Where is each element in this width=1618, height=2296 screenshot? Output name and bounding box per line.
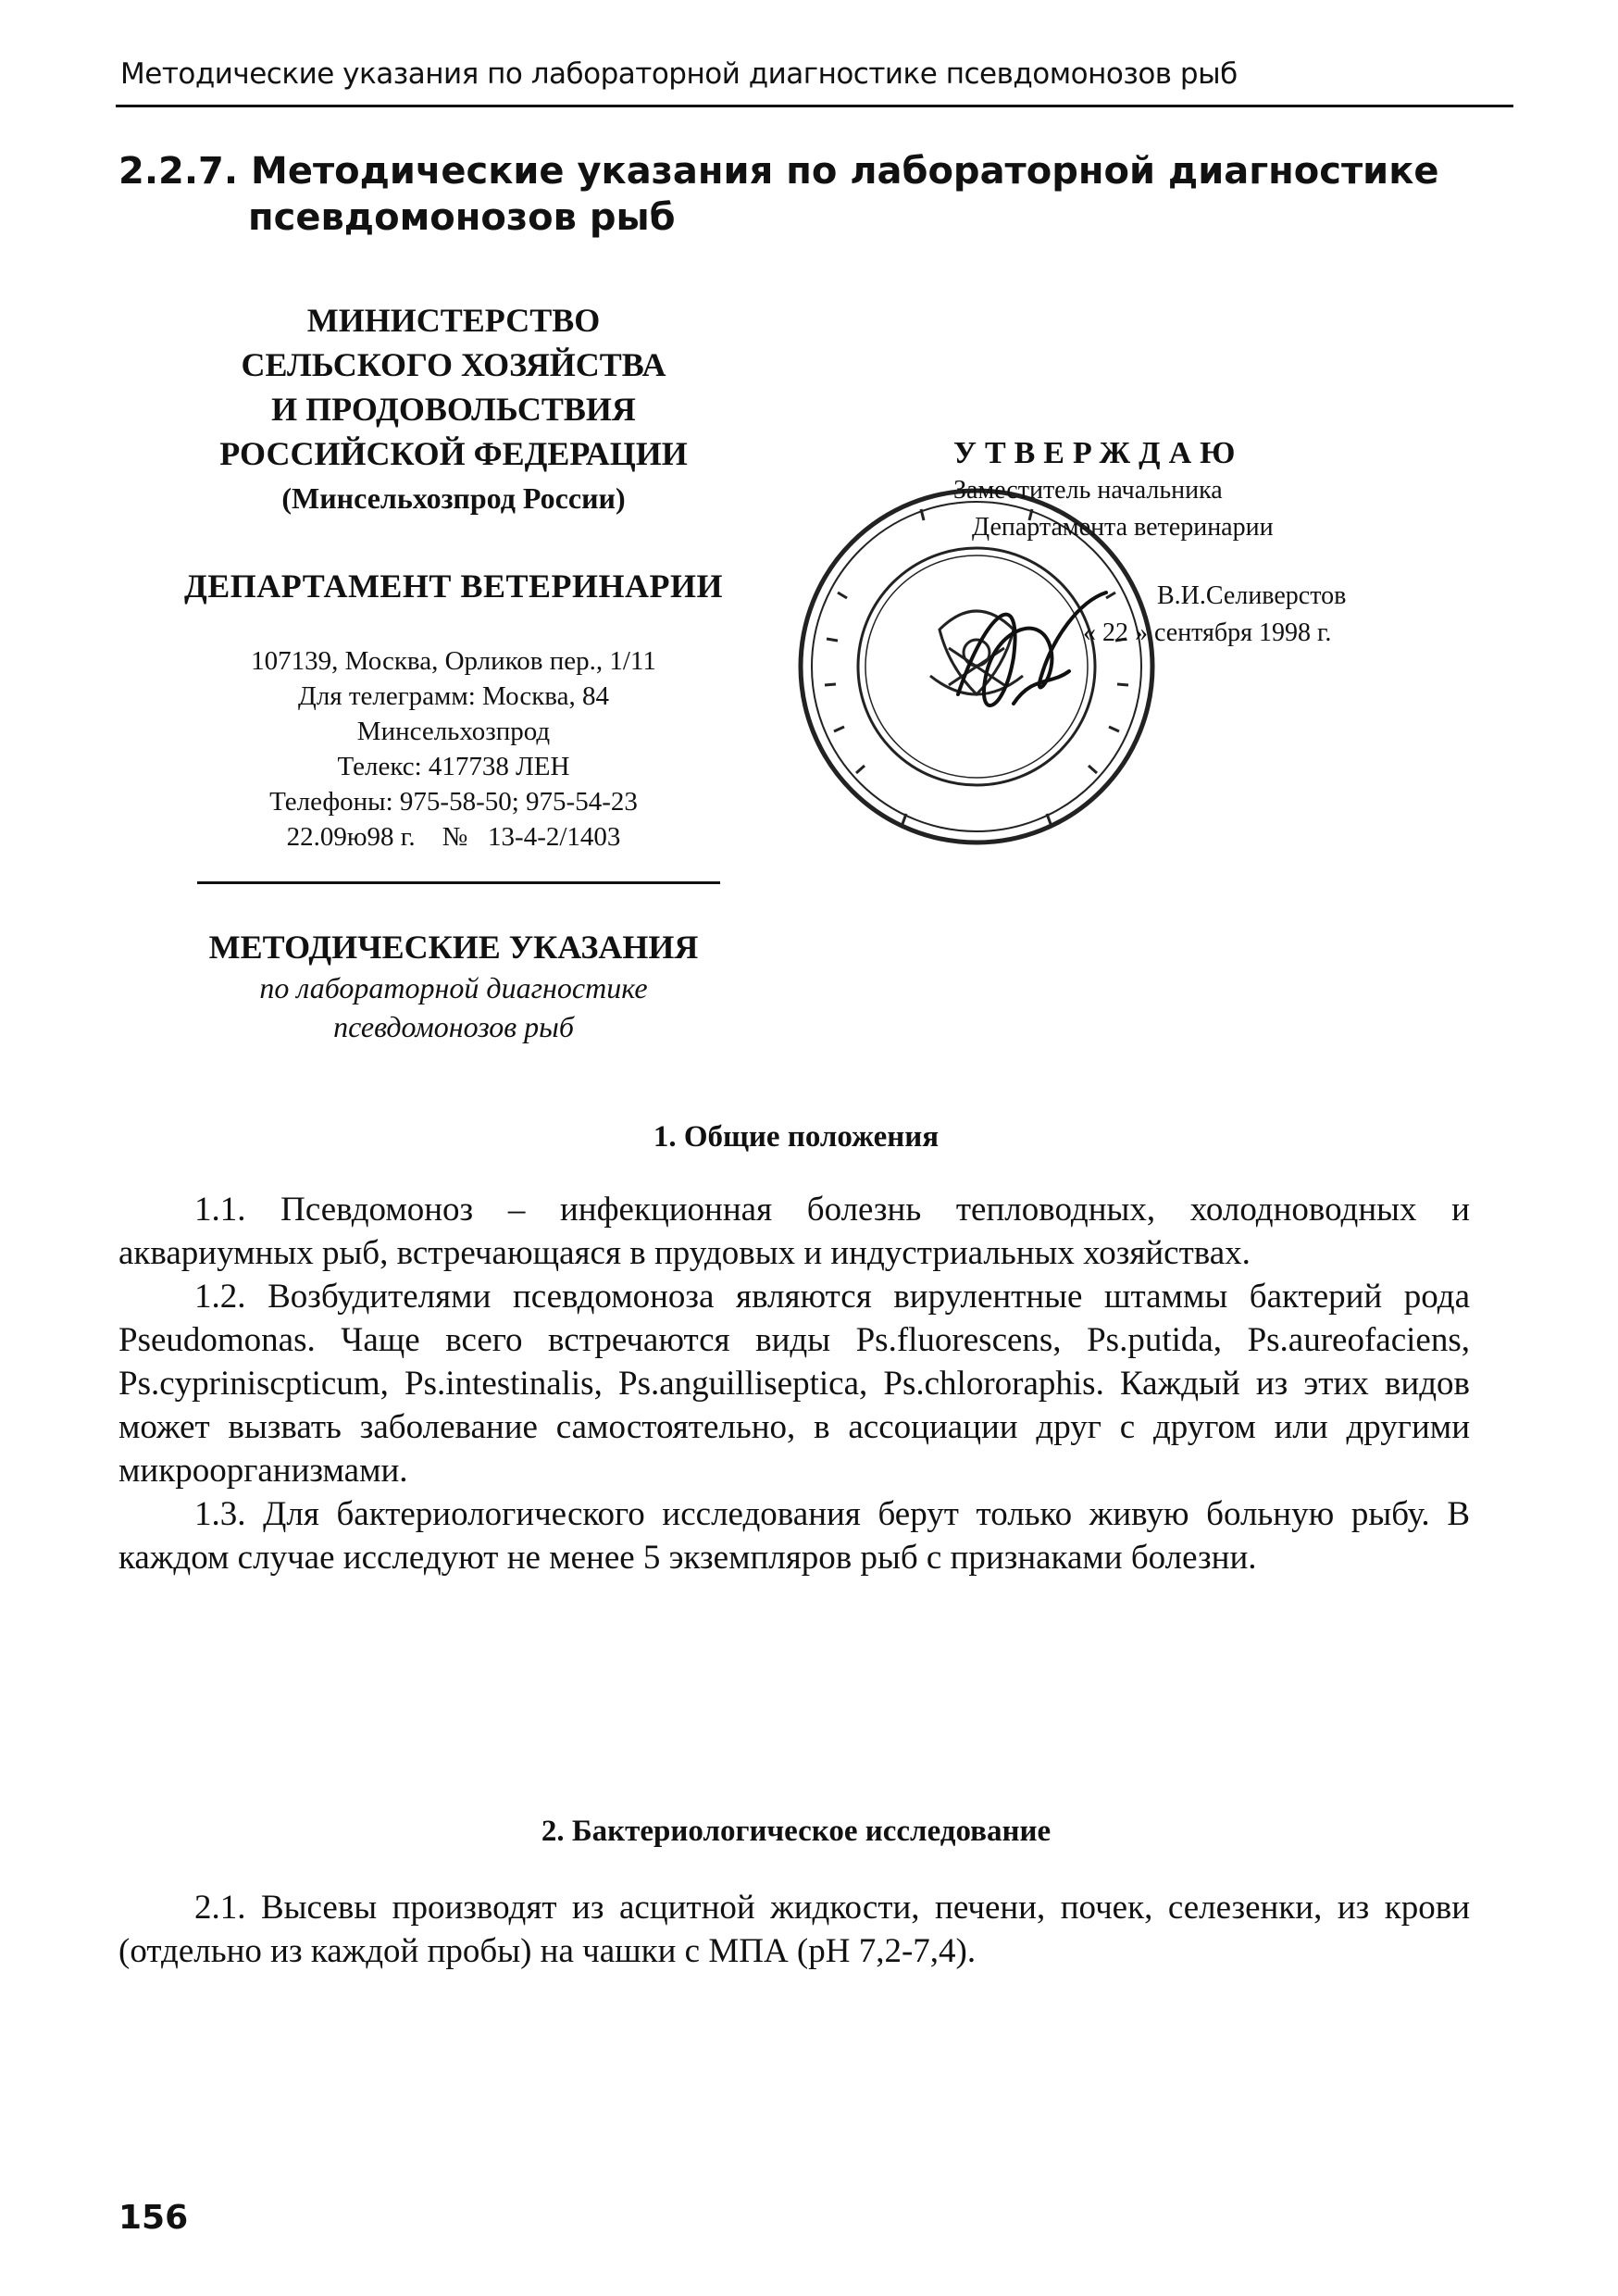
address-block — [139, 643, 768, 855]
paragraph: 1.2. Возбудителями псевдомоноза являются вирулентные штаммы бактерий рода Pseudomonas. Чаще всего встречаются виды Ps.fluorescens, Ps.putida, Ps.aureofaciens, Ps.cypriniscpticum, Ps.intestinalis, Ps.anguilliseptica, Ps.chlororaphis. Каждый из этих видов может вызвать заболевание самостоятельно, в ассоциации друг с другом или другими микроорганизмами. — [118, 1278, 1470, 1490]
paragraph: 1.1. Псевдомоноз – инфекционная болезнь тепловодных, холодноводных и аквариумных рыб, встречающаяся в прудовых и индустриальных хозяйствах. — [118, 1191, 1470, 1272]
approver-position-line-2: Департамента ветеринарии — [972, 513, 1274, 542]
section-title-line-1: 2.2.7. Методические указания по лабораторной диагностике — [118, 150, 1439, 193]
document-subtitle-line-1: по лабораторной диагностике — [259, 971, 648, 1004]
page-number: 156 — [118, 2199, 189, 2237]
document-heading — [139, 926, 768, 1046]
address-line: Для телеграмм: Москва, 84 — [298, 681, 609, 711]
ministry-block — [139, 298, 768, 520]
document-subtitle-line-2: псевдомонозов рыб — [333, 1010, 574, 1043]
approval-date: « 22 » сентября 1998 г. — [1083, 618, 1332, 647]
department-name: ДЕПАРТАМЕНТ ВЕТЕРИНАРИИ — [184, 568, 723, 605]
address-line: Телефоны: 975-58-50; 975-54-23 — [269, 787, 638, 817]
section-title — [118, 148, 1507, 241]
chapter-2-text — [118, 1886, 1470, 1973]
address-line: Телекс: 417738 ЛЕН — [337, 752, 570, 781]
chapter-1-text — [118, 1188, 1470, 1579]
address-rule — [197, 881, 720, 884]
document-title: МЕТОДИЧЕСКИЕ УКАЗАНИЯ — [208, 929, 699, 966]
ministry-line: МИНИСТЕРСТВО — [306, 302, 601, 339]
running-head: Методические указания по лабораторной диагностике псевдомонозов рыб — [120, 57, 1238, 91]
address-line: 107139, Москва, Орликов пер., 1/11 — [251, 646, 656, 676]
header-rule — [116, 105, 1513, 107]
address-line: Минсельхозпрод — [356, 717, 551, 746]
letter-date-number: 22.09ю98 г. № 13-4-2/1403 — [286, 822, 621, 852]
approval-title: УТВЕРЖДАЮ — [953, 436, 1244, 470]
approval-block — [953, 435, 1527, 652]
chapter-2-heading: 2. Бактериологическое исследование — [541, 1815, 1052, 1848]
section-title-line-2: псевдомонозов рыб — [248, 196, 676, 239]
paragraph: 2.1. Высевы производят из асцитной жидкости, печени, почек, селезенки, из крови (отдельно из каждой пробы) на чашки с МПА (рН 7,2-7,4). — [118, 1889, 1470, 1970]
approver-name: В.И.Селиверстов — [1157, 581, 1347, 610]
chapter-1-heading: 1. Общие положения — [653, 1120, 940, 1154]
ministry-line: И ПРОДОВОЛЬСТВИЯ — [271, 391, 636, 428]
ministry-short-name: (Минсельхозпрод России) — [281, 481, 626, 515]
paragraph: 1.3. Для бактериологического исследования берут только живую больную рыбу. В каждом случае исследуют не менее 5 экземпляров рыб с признаками болезни. — [118, 1495, 1470, 1577]
ministry-line: СЕЛЬСКОГО ХОЗЯЙСТВА — [241, 346, 666, 383]
ministry-line: РОССИЙСКОЙ ФЕДЕРАЦИИ — [219, 435, 688, 472]
approver-position-line-1: Заместитель начальника — [953, 476, 1223, 505]
